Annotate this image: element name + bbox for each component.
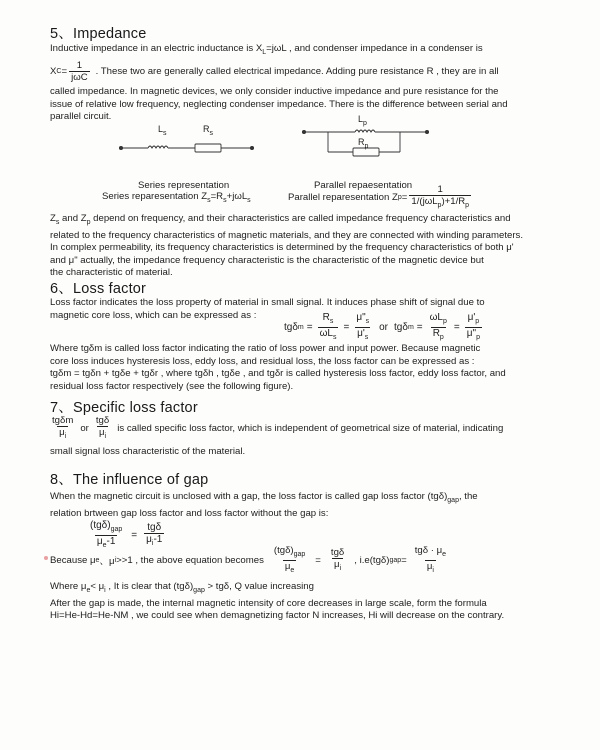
parallel-inductor-label: $L_p$ (358, 114, 367, 127)
xc-equation-line: X C = $\frac{1}{\text{jωC}}$ . These two are generally called electrical impedance. Adding pure resistance R , they are in all (50, 60, 499, 83)
series-circuit (119, 144, 253, 152)
xc-fraction: $\frac{1}{\text{jωC}}$ (71, 60, 88, 83)
parallel-caption-1: Parallel repaesentation (314, 180, 413, 191)
section-5-title: 5、Impedance (50, 26, 147, 42)
parallel-impedance-fraction: $\frac{1}{1/(j\omega L_p)+1/R_p}$ (411, 184, 470, 209)
section-8-paragraph: Where $\mu_e< \mu_i$ , It is clear that $(tg\delta)_{gap} > tg\delta$, Q value increasing After the gap is made, the internal magnetic intensity of core decreases in large scale, form the formula Hi=He-Hd=He-NM , we could see when demagnetizing factor N increases, Hi will decrease on the contrary. (50, 581, 505, 622)
gap-equation-1: $\frac{(tg\delta)_{gap}}{\mu_e-1}$ = $\frac{\text{tgδ}}{\mu_i-1}$ (90, 520, 163, 549)
section-5-line-1: Inductive impedance in an electric inductance is $X_L=j\omega L$ , and condenser impedance in a condenser is (50, 43, 483, 56)
section-6-intro: Loss factor indicates the loss property of material in small signal. It induces phase shift of signal due to magnetic core loss, which can be expressed as : (50, 297, 485, 321)
parallel-resistor-label: $R_p$ (358, 137, 369, 150)
frequency-paragraph: $Z_s$ and $Z_p$ depend on frequency, and their characteristics are called impedance frequency characteristics and related to the frequency characteristics of magnetic materials, and they are connected with winding parameters. In complex permeability, its frequency characteristics is determined by the frequency characteristics of both μ' and μ" actually, the impedance frequency characteristic is the characteristic of the magnetic device but the characteristic of material. (50, 213, 524, 279)
circuit-diagrams (0, 0, 600, 200)
section-8-title: 8、The influence of gap (50, 472, 209, 488)
section-6-title: 6、Loss factor (50, 281, 147, 297)
parallel-caption-2: Parallel reparesentation Z p = $\frac{1}{1/(j\omega L_p)+1/R_p}$ (288, 184, 470, 209)
red-mark (44, 556, 48, 560)
series-resistor-label: $R_s$ (203, 124, 213, 137)
section-5-paragraph: called impedance. In magnetic devices, we only consider inductive impedance and pure resistance for the issue of relative low frequency, neglecting condenser impedance. There is the difference between serial and parallel circuit. (50, 86, 508, 123)
section-8-intro: When the magnetic circuit is unclosed with a gap, the loss factor is called gap loss factor $(tg\delta)_{gap}$, the relation brtween gap loss factor and loss factor without the gap is: (50, 491, 478, 519)
specific-loss-line: $\frac{\text{tgδm}}{\mu_i}$ or $\frac{\text{tgδ}}{\mu_i}$ is called specific loss factor, which is independent of geometrical size of material, indicating (52, 415, 504, 440)
series-caption-1: Series representation (138, 180, 230, 191)
series-caption-2: Series reparesentation $Z_s=R_s+j\omega L_s$ (102, 191, 251, 204)
section-7-line-2: small signal loss characteristic of the material. (50, 446, 246, 457)
series-inductor-label: $L_s$ (158, 124, 167, 137)
loss-factor-equation: tgδ m = $\frac{R_s}{\omega L_s}$ = $\frac{\mu"_s}{\mu'_s}$ or tgδ m = $\frac{\omega L_p}{R_p}$ = $\frac{\mu'_p}{\mu"_p}$ (284, 312, 480, 341)
section-6-paragraph: Where tgδm is called loss factor indicating the ratio of loss power and input power. Because magnetic core loss induces hysteresis loss, eddy loss, and residual loss, the loss factor can be expressed as : tgδm = tgδn + tgδe + tgδr , where tgδh , tgδe , and tgδr is called hysteresis loss factor, eddy loss factor, and residual loss factor respectively (see the following figure). (50, 343, 506, 392)
section-7-title: 7、Specific loss factor (50, 400, 198, 416)
gap-equation-2-line: Because μ e 、μ i >>1 , the above equation becomes $\frac{(tg\delta)_{gap}}{\mu_e}$ = $\frac{\text{tgδ}}{\mu_i}$ , i.e(tgδ) gap = $\frac{tg\delta \cdot \mu_e}{\mu_i}$ (50, 545, 447, 574)
